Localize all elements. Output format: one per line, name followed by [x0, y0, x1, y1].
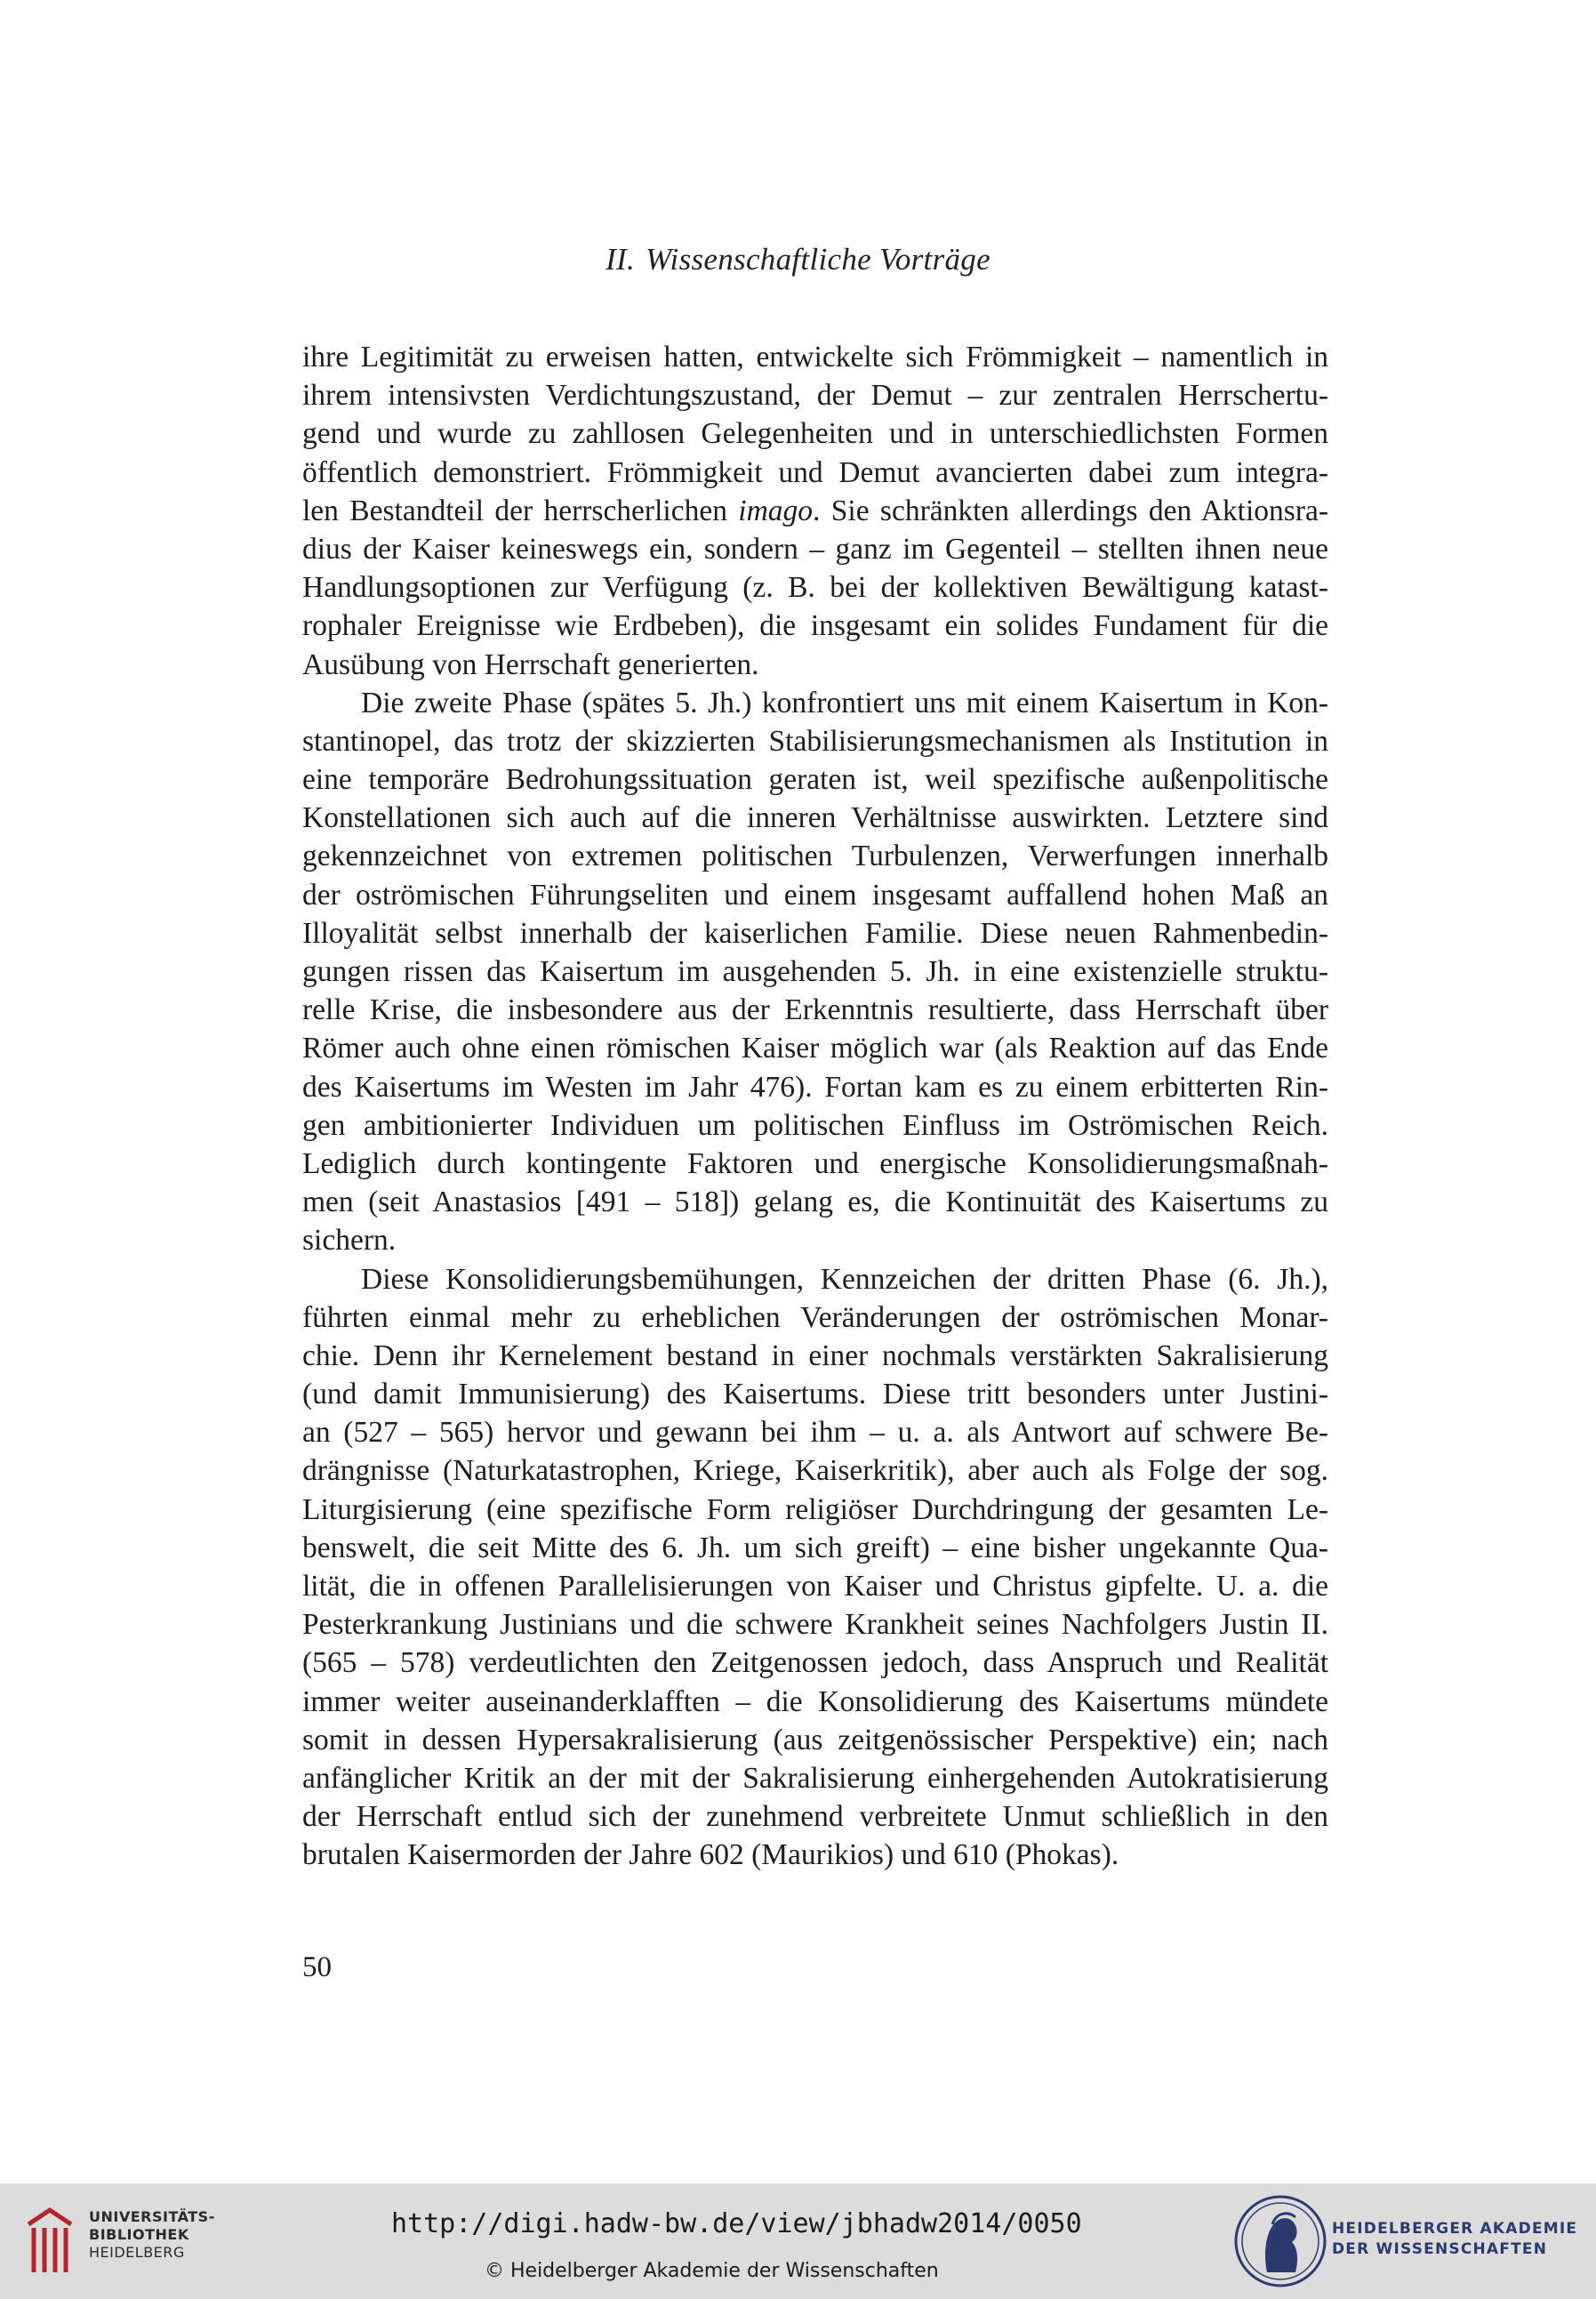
- academy-name-line: HEIDELBERGER AKADEMIE: [1332, 2220, 1578, 2238]
- text-line: brutalen Kaisermorden der Jahre 602 (Maurikios) und 610 (Phokas).: [302, 1838, 1119, 1872]
- text-line: Ausübung von Herrschaft generierten.: [302, 647, 759, 681]
- text-line: immer weiter auseinanderklafften – die Konsolidierung des Kaisertums mündete: [302, 1684, 1328, 1718]
- section-title: Wissenschaftliche Vorträge: [646, 242, 990, 277]
- text-line: Lediglich durch kontingente Faktoren und energische Konsolidierungsmaßnah-: [302, 1146, 1328, 1180]
- text-line: Pesterkrankung Justinians und die schwere Krankheit seines Nachfolgers Justin II.: [302, 1608, 1328, 1642]
- text-line: ihre Legitimität zu erweisen hatten, entwickelte sich Frömmigkeit – namentlich in: [302, 341, 1328, 374]
- section-number: II.: [606, 242, 636, 277]
- text-line: ihrem intensivsten Verdichtungszustand, der Demut – zur zentralen Herrschertu-: [302, 379, 1328, 413]
- text-line: Konstellationen sich auch auf die inneren Verhältnisse auswirkten. Letztere sind: [302, 801, 1328, 835]
- text-line: der Herrschaft entlud sich der zunehmend verbreitete Unmut schließlich in den: [302, 1800, 1328, 1834]
- library-name-line: BIBLIOTHEK: [89, 2226, 189, 2243]
- text-line: drängnisse (Naturkatastrophen, Kriege, Kaiserkritik), aber auch als Folge der sog.: [302, 1454, 1328, 1488]
- text-segment: . Sie schränkten allerdings den Aktionsra-: [813, 494, 1328, 527]
- page-number: 50: [302, 1951, 332, 1983]
- text-line: Die zweite Phase (spätes 5. Jh.) konfrontiert uns mit einem Kaisertum in Kon-: [361, 686, 1328, 719]
- academy-name: [1332, 2219, 1577, 2260]
- footer-bar: [0, 2183, 1596, 2299]
- text-line: an (527 – 565) hervor und gewann bei ihm – u. a. als Antwort auf schwere Be-: [302, 1416, 1328, 1450]
- text-line: rophaler Ereignisse wie Erdbeben), die insgesamt ein solides Fundament für die: [302, 609, 1328, 643]
- text-line: chie. Denn ihr Kernelement bestand in einer nochmals verstärkten Sakralisierung: [302, 1338, 1328, 1372]
- library-name-line: HEIDELBERG: [89, 2244, 185, 2261]
- copyright-notice: © Heidelberger Akademie der Wissenschaften: [485, 2260, 939, 2282]
- library-name: [89, 2208, 215, 2262]
- text-line: Liturgisierung (eine spezifische Form religiöser Durchdringung der gesamten Le-: [302, 1492, 1328, 1526]
- text-line: stantinopel, das trotz der skizzierten Stabilisierungsmechanismen als Institution in: [302, 724, 1328, 758]
- text-segment: len Bestandteil der herrscherlichen: [302, 494, 739, 527]
- text-line: gungen rissen das Kaisertum im ausgehenden 5. Jh. in eine existenzielle struktu-: [302, 955, 1328, 988]
- text-line: relle Krise, die insbesondere aus der Erkenntnis resultierte, dass Herrschaft über: [302, 993, 1328, 1027]
- text-line: sichern.: [302, 1224, 397, 1258]
- body-text: [302, 338, 1328, 1875]
- text-line: Illoyalität selbst innerhalb der kaiserlichen Familie. Diese neuen Rahmenbedin-: [302, 916, 1328, 950]
- running-head: [0, 242, 1596, 277]
- library-name-line: UNIVERSITÄTS-: [89, 2208, 215, 2225]
- text-line: eine temporäre Bedrohungssituation geraten ist, weil spezifische außenpolitische: [302, 763, 1328, 797]
- text-line: gend und wurde zu zahllosen Gelegenheiten und in unterschiedlichsten Formen: [302, 417, 1328, 451]
- text-line: Diese Konsolidierungsbemühungen, Kennzeichen der dritten Phase (6. Jh.),: [361, 1262, 1328, 1296]
- library-logo-icon: [20, 2201, 80, 2278]
- text-line: gen ambitionierter Individuen um politischen Einfluss im Oströmischen Reich.: [302, 1108, 1328, 1142]
- academy-seal-icon: [1231, 2192, 1329, 2290]
- academy-name-line: DER WISSENSCHAFTEN: [1332, 2240, 1548, 2258]
- text-line: Handlungsoptionen zur Verfügung (z. B. bei der kollektiven Bewältigung katast-: [302, 571, 1328, 605]
- text-line: somit in dessen Hypersakralisierung (aus zeitgenössischer Perspektive) ein; nach: [302, 1723, 1328, 1756]
- text-line: lität, die in offenen Parallelisierungen von Kaiser und Christus gipfelte. U. a. die: [302, 1570, 1328, 1603]
- italic-term: imago: [738, 494, 814, 527]
- permalink-url[interactable]: http://digi.hadw-bw.de/view/jbhadw2014/0050: [391, 2208, 1082, 2239]
- text-line: (und damit Immunisierung) des Kaisertums. Diese tritt besonders unter Justini-: [302, 1378, 1328, 1411]
- text-line: Römer auch ohne einen römischen Kaiser möglich war (als Reaktion auf das Ende: [302, 1032, 1328, 1065]
- text-line: anfänglicher Kritik an der mit der Sakralisierung einhergehenden Autokratisierung: [302, 1761, 1328, 1795]
- text-line: men (seit Anastasios [491 – 518]) gelang es, die Kontinuität des Kaisertums zu: [302, 1186, 1328, 1219]
- text-line: der oströmischen Führungseliten und einem insgesamt auffallend hohen Maß an: [302, 878, 1328, 912]
- text-line: (565 – 578) verdeutlichten den Zeitgenossen jedoch, dass Anspruch und Realität: [302, 1646, 1328, 1680]
- text-line: benswelt, die seit Mitte des 6. Jh. um sich greift) – eine bisher ungekannte Qua-: [302, 1531, 1328, 1564]
- text-line: dius der Kaiser keineswegs ein, sondern – ganz im Gegenteil – stellten ihnen neue: [302, 532, 1328, 566]
- text-line: führten einmal mehr zu erheblichen Veränderungen der oströmischen Monar-: [302, 1300, 1328, 1334]
- text-line: des Kaisertums im Westen im Jahr 476). Fortan kam es zu einem erbitterten Rin-: [302, 1070, 1328, 1104]
- text-line: [302, 492, 1328, 530]
- text-line: öffentlich demonstriert. Frömmigkeit und Demut avancierten dabei zum integra-: [302, 455, 1328, 489]
- text-line: gekennzeichnet von extremen politischen Turbulenzen, Verwerfungen innerhalb: [302, 840, 1328, 873]
